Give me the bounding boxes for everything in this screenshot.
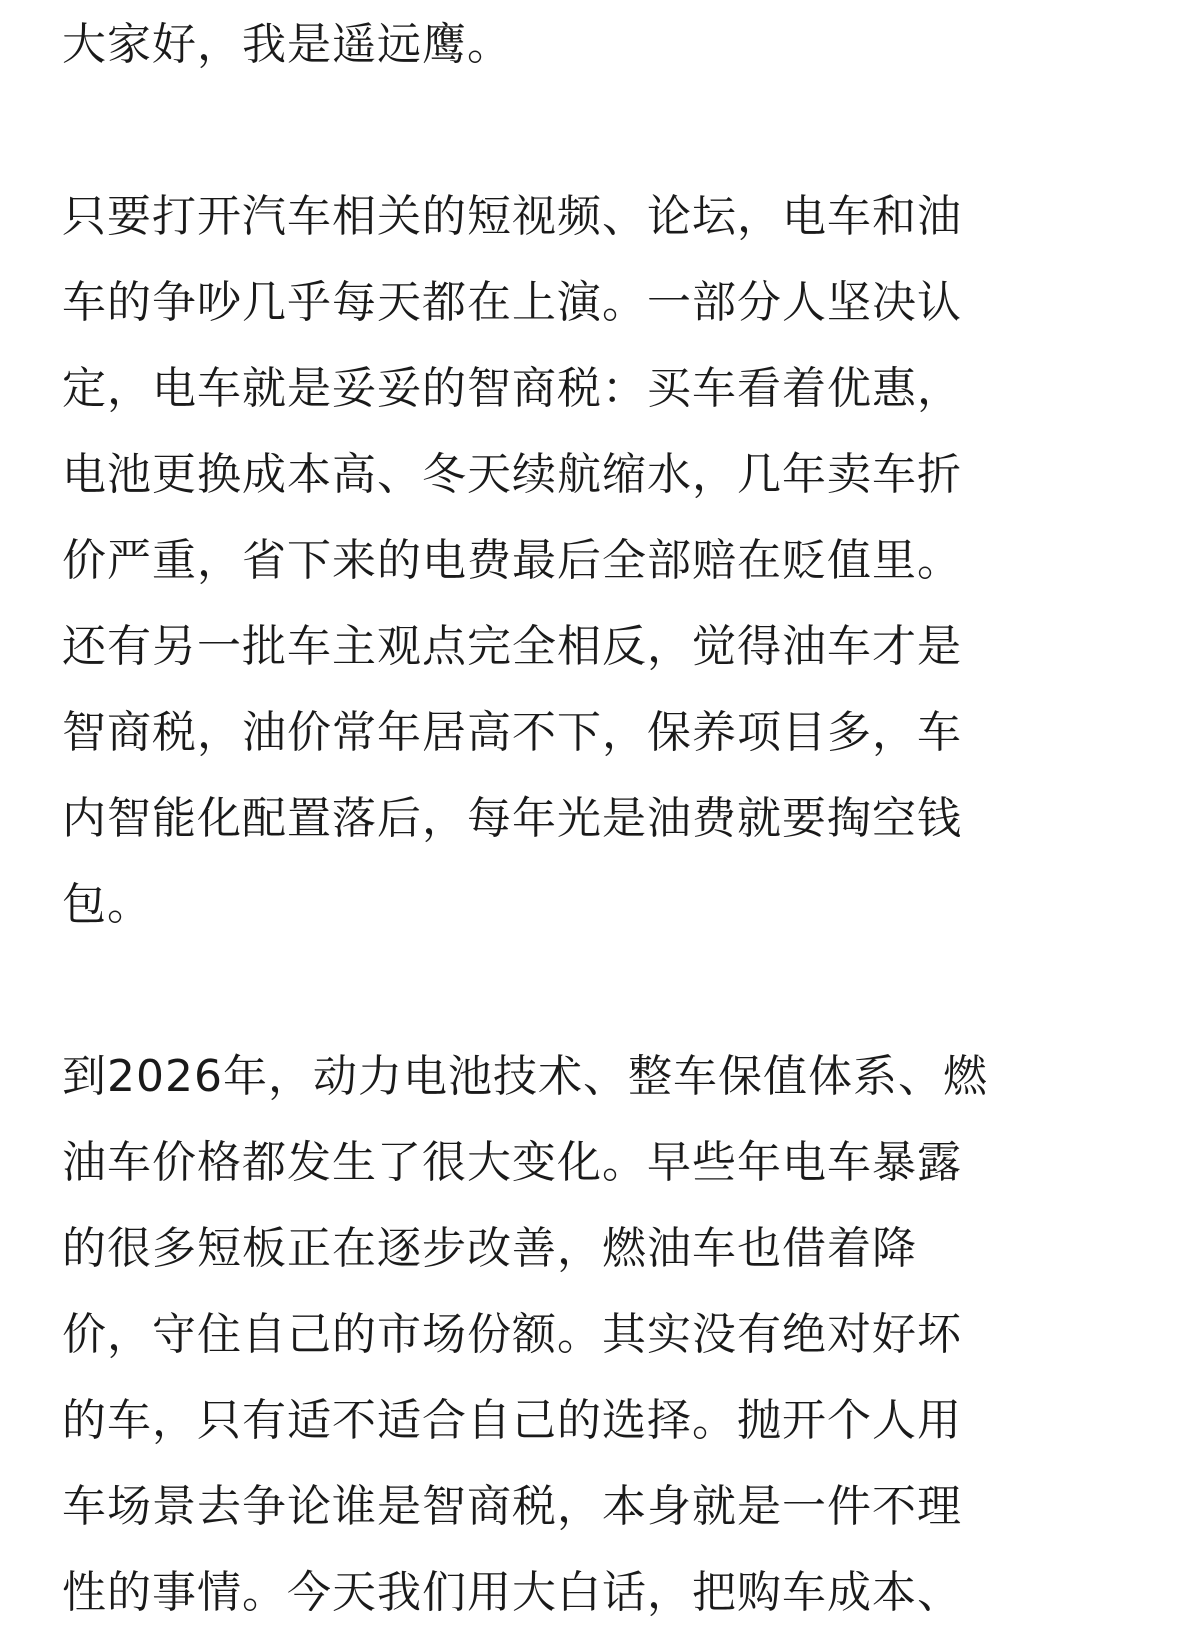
text-line: 只要打开汽车相关的短视频、论坛，电车和油: [62, 191, 962, 242]
paragraph-gap: [62, 88, 1112, 174]
text-line: 定，电车就是妥妥的智商税：买车看着优惠，: [62, 363, 962, 414]
paragraph-2026: [62, 1034, 1112, 1636]
text-line: 油车价格都发生了很大变化。早些年电车暴露: [62, 1137, 962, 1188]
article-body: [62, 2, 1112, 1636]
paragraph-gap: [62, 948, 1112, 1034]
text-line: 电池更换成本高、冬天续航缩水，几年卖车折: [62, 449, 962, 500]
text-line: 大家好，我是遥远鹰。: [62, 19, 512, 70]
paragraph-greeting: [62, 2, 1112, 88]
text-line: 车场景去争论谁是智商税，本身就是一件不理: [62, 1481, 962, 1532]
text-line: 的车，只有适不适合自己的选择。抛开个人用: [62, 1395, 962, 1446]
text-line: 还有另一批车主观点完全相反，觉得油车才是: [62, 621, 962, 672]
paragraph-debate: [62, 174, 1112, 948]
text-line: 到2026年，动力电池技术、整车保值体系、燃: [62, 1051, 988, 1102]
text-line: 智商税，油价常年居高不下，保养项目多，车: [62, 707, 962, 758]
text-line: 价严重，省下来的电费最后全部赔在贬值里。: [62, 535, 962, 586]
text-line: 包。: [62, 879, 152, 930]
text-line: 价，守住自己的市场份额。其实没有绝对好坏: [62, 1309, 962, 1360]
text-line: 车的争吵几乎每天都在上演。一部分人坚决认: [62, 277, 962, 328]
text-line: 内智能化配置落后，每年光是油费就要掏空钱: [62, 793, 962, 844]
text-line: 性的事情。今天我们用大白话，把购车成本、: [62, 1567, 962, 1618]
text-line: 的很多短板正在逐步改善，燃油车也借着降: [62, 1223, 917, 1274]
